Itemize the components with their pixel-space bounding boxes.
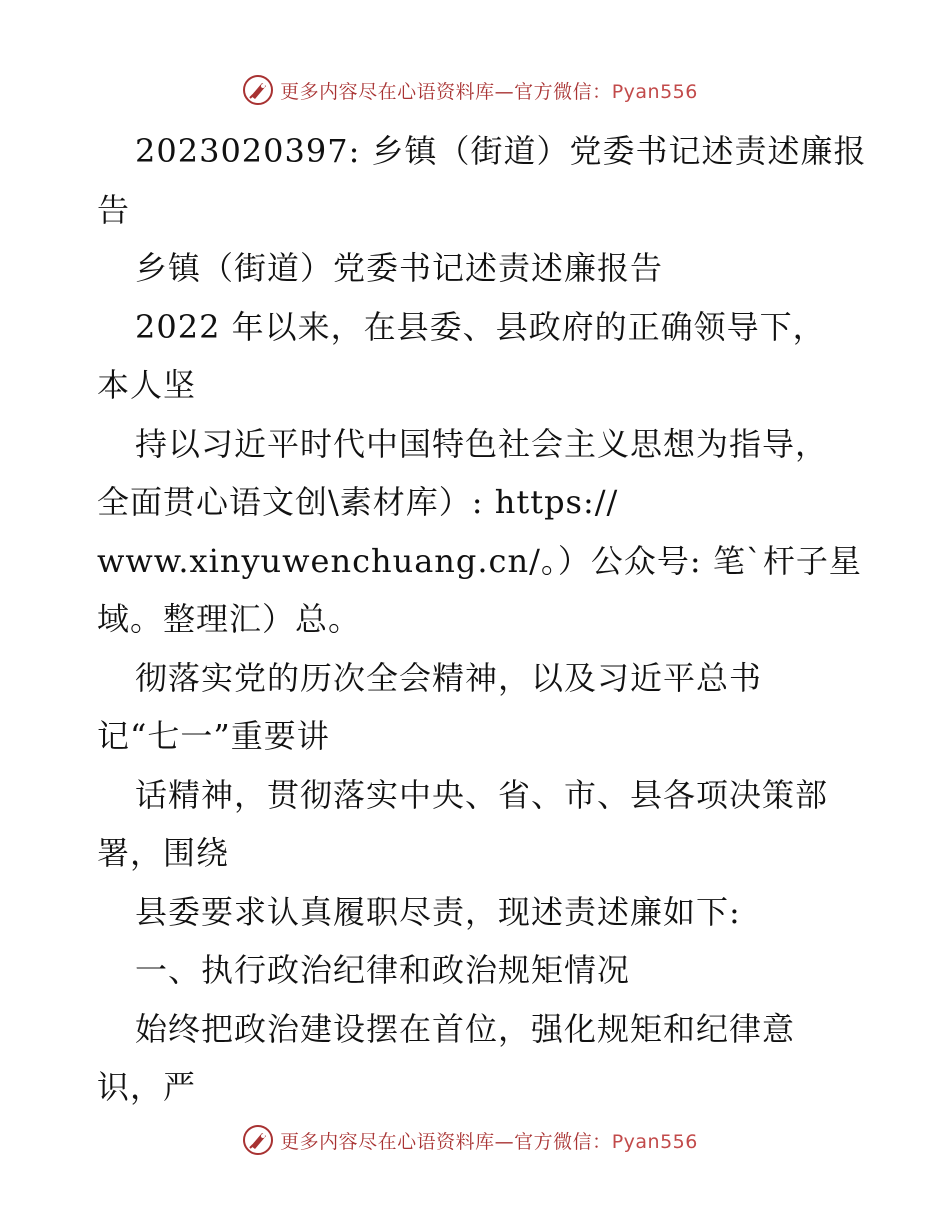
banner-main-text: 更多内容尽在心语资料库 <box>280 80 495 103</box>
doc-line-paragraph: www.xinyuwenchuang.cn/。）公众号: 笔`杆子星 <box>97 541 862 580</box>
doc-line-paragraph: 识，严 <box>97 1068 197 1106</box>
footer-banner <box>0 1120 950 1160</box>
banner-content <box>242 74 698 106</box>
banner-main-text: 更多内容尽在心语资料库 <box>280 1130 495 1153</box>
doc-line-paragraph: 彻落实党的历次全会精神，以及习近平总书 <box>135 658 763 697</box>
doc-line-paragraph: 2022 年以来，在县委、县政府的正确领导下， <box>135 307 826 346</box>
doc-line-paragraph: 署，围绕 <box>97 834 230 872</box>
doc-line-paragraph: 始终把政治建设摆在首位，强化规矩和纪律意 <box>135 1009 796 1048</box>
doc-line-paragraph: 域。整理汇）总。 <box>97 600 362 638</box>
doc-line-subtitle: 乡镇（街道）党委书记述责述廉报告 <box>135 249 664 287</box>
doc-line-section-heading: 一、执行政治纪律和政治规矩情况 <box>135 951 631 989</box>
banner-separator: — <box>494 1130 515 1153</box>
header-banner <box>0 70 950 110</box>
doc-line-title-1: 2023020397: 乡镇（街道）党委书记述责述廉报 <box>135 132 867 170</box>
banner-wechat-handle: Pyan556 <box>611 1130 698 1153</box>
banner-contact-label: 官方微信： <box>514 80 612 103</box>
doc-line-paragraph: 县委要求认真履职尽责，现述责述廉如下: <box>135 892 741 931</box>
document-body <box>97 122 867 1117</box>
banner-wechat-handle: Pyan556 <box>611 80 698 103</box>
banner-contact-label: 官方微信： <box>514 1130 612 1153</box>
banner-separator: — <box>494 80 515 103</box>
doc-line-paragraph: 全面贯心语文创\素材库）: https:// <box>97 483 619 521</box>
banner-content <box>242 1124 698 1156</box>
doc-line-paragraph: 话精神，贯彻落实中央、省、市、县各项决策部 <box>135 775 829 814</box>
doc-line-paragraph: 本人坚 <box>97 366 197 404</box>
banner-text <box>280 77 698 104</box>
banner-text <box>280 1127 698 1154</box>
doc-line-paragraph: 持以习近平时代中国特色社会主义思想为指导， <box>135 424 829 463</box>
pen-nib-logo-icon <box>242 1124 274 1156</box>
doc-line-paragraph: 记“七一”重要讲 <box>97 717 330 755</box>
pen-nib-logo-icon <box>242 74 274 106</box>
doc-line-title-2: 告 <box>97 190 131 229</box>
